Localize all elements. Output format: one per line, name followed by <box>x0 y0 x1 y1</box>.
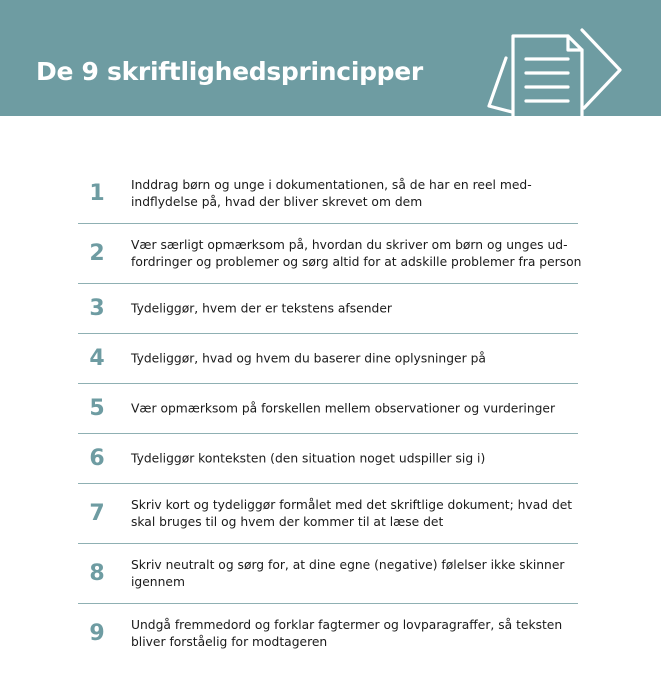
principle-text-line: Vær opmærksom på forskellen mellem observationer og vurderinger <box>131 401 556 415</box>
principle-text-line: igennem <box>131 574 185 589</box>
page-title: De 9 skriftlighedsprincipper <box>36 57 423 86</box>
principle-number: 6 <box>89 445 105 471</box>
principle-text <box>131 497 578 531</box>
principle-number: 8 <box>89 560 105 586</box>
principle-row <box>78 284 578 334</box>
header-banner <box>0 0 661 116</box>
principle-number: 4 <box>89 345 105 371</box>
principles-list <box>78 165 582 664</box>
principle-text-line: Tydeliggør, hvad og hvem du baserer dine oplysninger på <box>131 351 486 365</box>
principle-row <box>78 165 578 224</box>
principle-row <box>78 434 578 484</box>
principle-text <box>131 300 578 317</box>
principle-text-line: Skriv neutralt og sørg for, at dine egne (negative) følelser ikke skinner <box>131 557 565 572</box>
principle-text-line: fordringer og problemer og sørg altid for at adskille problemer fra person <box>131 254 582 269</box>
principle-number: 1 <box>89 181 105 206</box>
principle-text <box>131 350 578 367</box>
principle-text-line: Inddrag børn og unge i dokumentationen, så de har en reel med- <box>131 178 532 192</box>
principle-row <box>78 384 578 434</box>
principle-text <box>131 617 578 651</box>
principle-text <box>131 400 578 417</box>
principle-row <box>78 544 578 604</box>
principle-row <box>78 334 578 384</box>
principle-text-line: Tydeliggør, hvem der er tekstens afsender <box>131 301 392 315</box>
principle-text-line: Skriv kort og tydeliggør formålet med det skriftlige dokument; hvad det <box>131 497 573 512</box>
principle-text <box>131 237 582 271</box>
principle-row <box>78 484 578 544</box>
principle-text <box>131 177 578 211</box>
principle-number: 7 <box>89 500 105 526</box>
principle-text-line: Vær særligt opmærksom på, hvordan du skriver om børn og unges ud- <box>131 237 568 252</box>
principle-number: 3 <box>89 295 105 321</box>
principle-text <box>131 557 578 591</box>
principle-row <box>78 224 582 284</box>
principle-text-line: Undgå fremmedord og forklar fagtermer og lovparagraffer, så teksten <box>131 618 563 632</box>
principle-number: 5 <box>89 395 105 421</box>
principle-text <box>131 450 578 467</box>
principle-number: 9 <box>89 621 105 646</box>
principle-text-line: indflydelse på, hvad der bliver skrevet om dem <box>131 195 423 209</box>
principle-text-line: skal bruges til og hvem der kommer til at læse det <box>131 514 444 529</box>
principle-text-line: Tydeliggør konteksten (den situation noget udspiller sig i) <box>131 451 486 465</box>
document-pages-icon <box>486 12 626 116</box>
principle-text-line: bliver forståelig for modtageren <box>131 635 328 649</box>
principle-row <box>78 604 578 664</box>
principle-number: 2 <box>89 240 105 266</box>
